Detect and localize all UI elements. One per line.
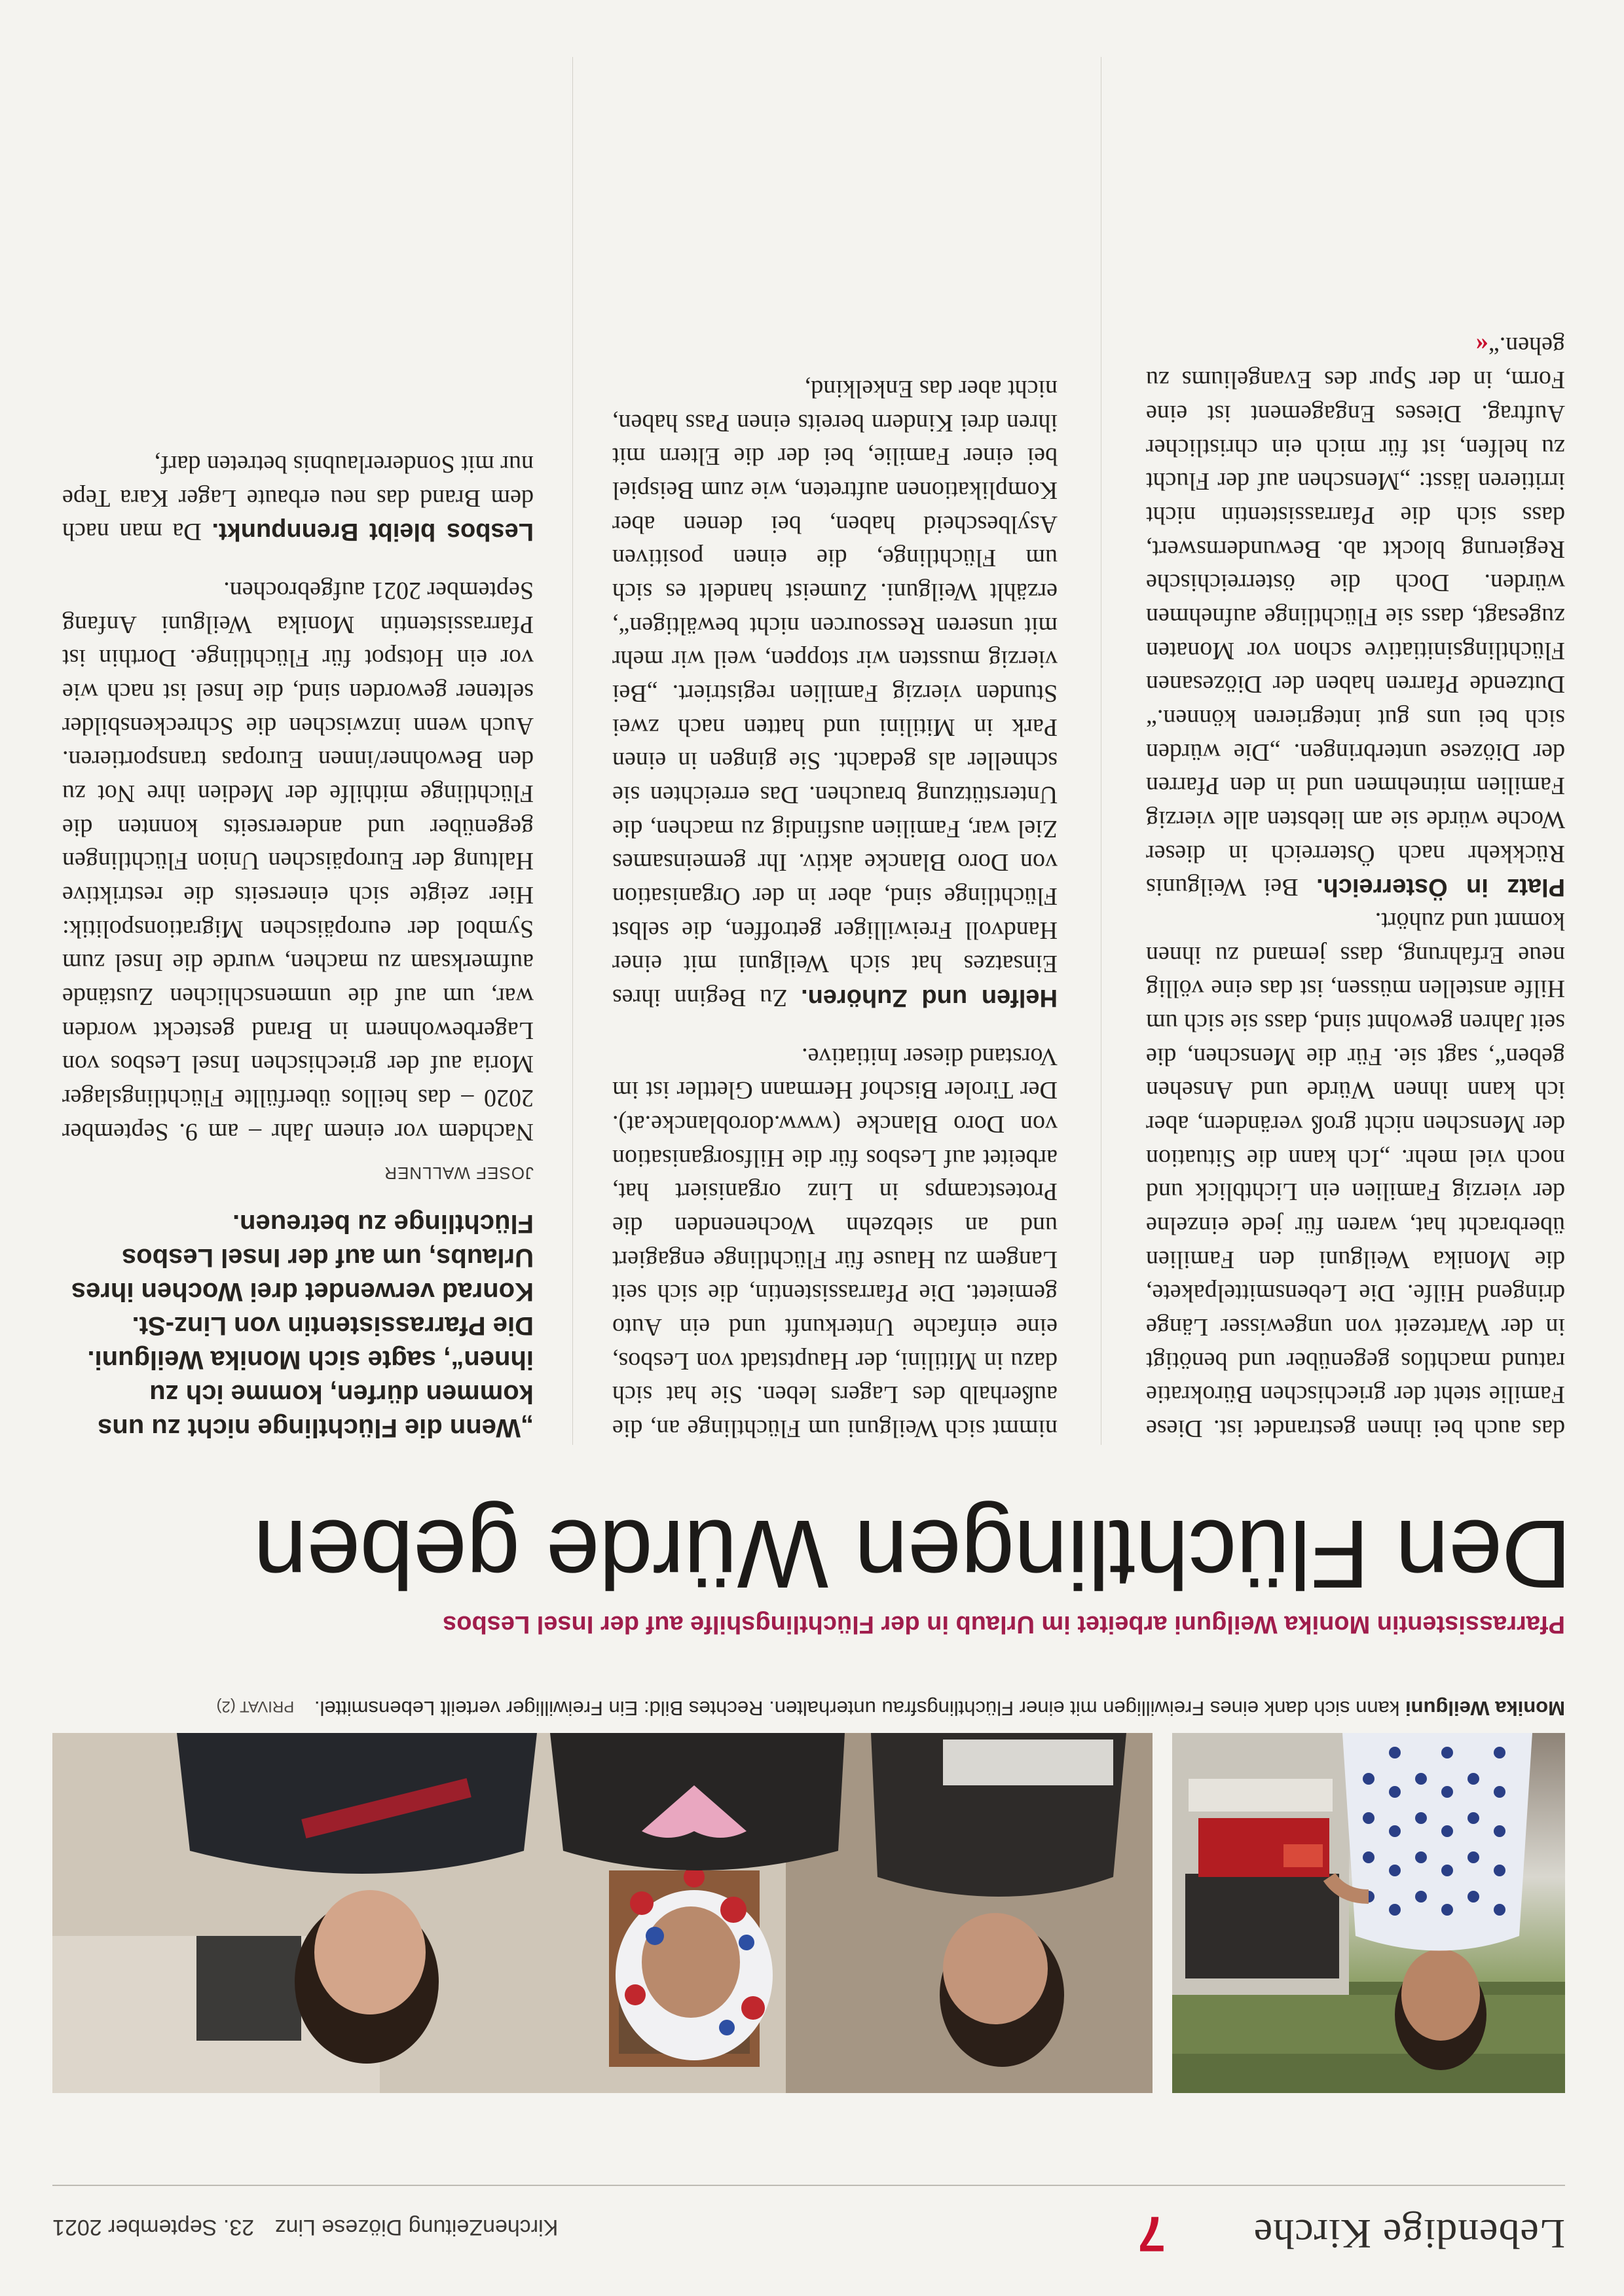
article-byline: JOSEF WALLNER [384, 1163, 534, 1183]
subheading-lesbos: Lesbos bleibt Brennpunkt. [212, 518, 534, 546]
header-rule [52, 2185, 1565, 2186]
article-lead: „Wenn die Flüchtlinge nicht zu uns kommen dürfen, komme ich zu ihnen“, sagte sich Monika Weilguni. Die Pfarrassistentin von Linz-St. Konrad verwendet drei Wochen ihres Urlaubs, um auf der Insel Lesbos Flüchtlinge zu betreuen. [71, 1209, 534, 1442]
paragraph-text: Da man nach dem Brand das neu erbaute Lager Kara Tepe nur mit Sondererlaubnis betreten darf, [62, 450, 534, 546]
paragraph [612, 371, 1058, 1014]
paragraph [1146, 329, 1565, 903]
photo-conversation-illustration [52, 1733, 1153, 2093]
end-mark: « [1475, 332, 1488, 360]
article-kicker: Pfarrassistentin Monika Weilguni arbeitet im Urlaub in der Flüchtlingshilfe auf der Insel Lesbos [443, 1611, 1565, 1638]
caption-text: kann sich dank eines Freiwilligen mit einer Flüchtlingsfrau unterhalten. Rechtes Bild: Ein Freiwilliger verteilt Lebensmittel. [314, 1697, 1400, 1720]
issue-date: 23. September 2021 [52, 2215, 255, 2240]
paragraph [62, 446, 534, 548]
article-column-1 [1146, 329, 1565, 1445]
photo-volunteer-food [1172, 1733, 1565, 2093]
photo-caption [52, 1696, 1565, 1720]
subheading-austria: Platz in Österreich. [1316, 873, 1565, 902]
paragraph: das auch bei ihnen gestrandet ist. Diese Familie steht der griechischen Bürokratie ratund machtlos gegenüber und benötigt in der Wartezeit von ungewisser Länge dringend Hilfe. Die Lebensmittelpakete, die Monika Weilguni den Familien überbracht hat, waren für jede einzelne der vierzig Familien ein Lichtblick und noch viel mehr. „Ich kann die Situation der Menschen nicht groß verändern, aber ich kann ihnen Würde und Ansehen geben“, sagt sie. Für die Menschen, die seit Jahren gewohnt sind, dass sie sich um Hilfe anstellen müssen, ist das eine völlig neue Erfahrung, dass jemand zu ihnen kommt und zuhört. [1146, 907, 1565, 1442]
photo-volunteer-illustration [1172, 1733, 1565, 2093]
caption-name: Monika Weilguni [1405, 1697, 1565, 1720]
page-number: 7 [1137, 2206, 1166, 2261]
subheading-help: Helfen und Zuhören. [801, 983, 1058, 1011]
paragraph: Nachdem vor einem Jahr – am 9. September 2020 – das heillos überfüllte Flüchtlingslager Moria auf der griechischen Insel Lesbos von Lagerbewohnern in Brand gesteckt worden war, um auf die unmenschlichen Zustände aufmerksam zu machen, wurde die Insel zum Symbol der europäischen Migrationspolitik: Hier zeigte sich einerseits die restriktive Haltung der Europäischen Union Flüchtlingen gegenüber und andererseits konnten die Flüchtlinge mithilfe der Medien ihre Not zu den Bewohner/innen Europas transportieren. Auch wenn inzwischen die Schreckensbilder seltener geworden sind, die Insel ist nach wie vor ein Hotspot für Flüchtlinge. Dorthin ist Pfarrassistentin Monika Weilguni Anfang September 2021 aufgebrochen. [62, 576, 534, 1146]
article-headline: Den Flüchtlingen Würde geben [253, 1500, 1572, 1608]
paragraph: nimmt sich Weilguni um Flüchtlinge an, die außerhalb des Lagers leben. Sie hat sich dazu in Mitilini, der Hauptstadt von Lesbos, eine einfache Unterkunft und ein Auto gemietet. Die Pfarrassistentin, die sich seit Langem zu Hause für Flüchtlinge engagiert und an siebzehn Wochenenden die Protestcamps in Linz organisiert hat, arbeitet auf Lesbos für die Hilfsorganisation von Doro Blancke (www.doroblancke.at). Der Tiroler Bischof Hermann Glettler ist im Vorstand dieser Initiative. [612, 1042, 1058, 1442]
paragraph-text: Zu Beginn ihres Einsatzes hat sich Weilguni mit einer Handvoll Freiwilliger getroffen, die selbst Flüchtlinge sind, aber in der Organisation von Doro Blancke aktiv. Ihr gemeinsames Ziel war, Familien ausfindig zu machen, die Unterstützung brauchen. Das erreichten sie schneller als gedacht. Sie gingen in einen Park in Mitilini und hatten nach zwei Stunden vierzig Familien registriert. „Bei vierzig mussten wir stoppen, weil wir mehr mit unseren Ressourcen nicht bewältigen“, erzählt Weilguni. Zumeist handelt es sich um Flüchtlinge, die einen positiven Asylbescheid haben, bei denen aber Komplikationen auftreten, wie zum Beispiel bei einer Familie, bei der die Eltern mit ihren drei Kindern bereits einen Pass haben, nicht aber das Enkelkind, [612, 374, 1058, 1011]
article-column-3 [62, 446, 534, 1445]
paper-name: KirchenZeitung Diözese Linz [274, 2215, 559, 2240]
issue-info [52, 2214, 572, 2240]
paragraph-text: Bei Weilgunis Rückkehr nach Österreich in dieser Woche würde sie am liebsten alle vierzig Familien mitnehmen und in den Pfarren der Diözese unterbringen. „Die würden sich bei uns gut integrieren können.“ Dutzende Pfarren haben der Diözesanen Flüchtlingsinitiative schon vor Monaten zugesagt, dass sie Flüchtlinge aufnehmen würden. Doch die österreichische Regierung blockt ab. Bewundernswert, dass sich die Pfarrassistentin nicht irritieren lässt: „Menschen auf der Flucht zu helfen, ist für mich ein christlicher Auftrag. Dieses Engagement ist eine Form, in der Spur des Evangeliums zu gehen.“ [1145, 332, 1565, 902]
photo-credit: PRIVAT (2) [216, 1698, 295, 1715]
article-column-2 [612, 371, 1058, 1445]
column-divider [572, 57, 573, 1445]
section-title: Lebendige Kirche [1253, 2211, 1565, 2257]
photo-weilguni-conversation [52, 1733, 1153, 2093]
